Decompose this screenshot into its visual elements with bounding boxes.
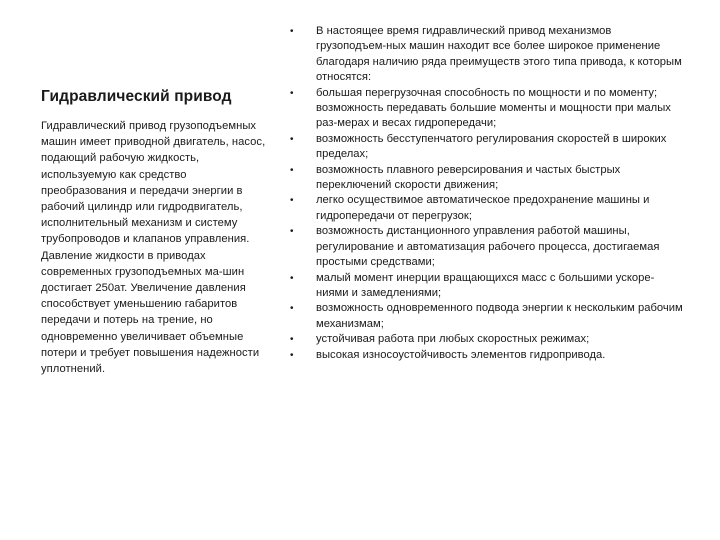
list-item: • возможность дистанционного управления работой машины, регулирование и автоматизация рабочего процесса, достигаемая простыми средствами; [290, 225, 660, 269]
intro-paragraph: Гидравлический привод грузоподъемных машин имеет приводной двигатель, насос, подающий рабочую жидкость, используемую как средство преобразования и передачи энергии в рабочий цилиндр или гидродвигатель, исполнительный механизм и систему трубопроводов и клапанов управления. [41, 120, 266, 246]
bullet-icon: • [290, 133, 294, 145]
bullet-icon: • [290, 226, 294, 238]
list-item: • возможность бесступенчатого регулирования скоростей в широких пределах; [290, 132, 667, 161]
list-item: • малый момент инерции вращающихся масс с большими ускоре-ниями и замедлениями; [290, 271, 655, 299]
bullet-icon: • [290, 349, 294, 361]
advantages-list [288, 24, 683, 363]
bullet-icon: • [290, 87, 294, 99]
pressure-paragraph: Давление жидкости в приводах современных грузоподъемных ма-шин достигает 250ат. Увеличение давления способствует уменьшению габаритов передачи и потерь на трение, но одновременно увеличивает объемные потери и требует повышения надежности уплотнений. [41, 249, 260, 376]
right-column [288, 24, 683, 363]
left-column [41, 88, 269, 377]
list-item: • возможность одновременного подвода энергии к нескольким рабочим механизмам; [290, 302, 683, 330]
list-item: • устойчивая работа при любых скоростных режимах; [288, 332, 683, 347]
slide-title: Гидравлический привод [41, 88, 232, 105]
bullet-icon: • [290, 272, 294, 284]
bullet-icon: • [290, 303, 294, 315]
bullet-icon: • [290, 26, 294, 37]
bullet-icon: • [290, 195, 294, 207]
bullet-icon: • [290, 334, 294, 346]
list-item: • большая перегрузочная способность по мощности и по моменту; возможность передавать большие моменты и мощности при малых раз-мерах и весах гидропередачи; [290, 86, 671, 130]
bullet-icon: • [290, 164, 294, 176]
list-item: • легко осуществимое автоматическое предохранение машины и гидропередачи от перегрузок; [290, 194, 650, 222]
list-item: • В настоящее время гидравлический привод механизмов грузоподъем-ных машин находит все более широкое применение благодаря наличию ряда преимуществ этого типа привода, к которым относятся: [290, 25, 682, 84]
list-item: • возможность плавного реверсирования и частых быстрых переключений скорости движения; [290, 163, 621, 192]
list-item: • высокая износоустойчивость элементов гидропривода. [288, 348, 683, 363]
